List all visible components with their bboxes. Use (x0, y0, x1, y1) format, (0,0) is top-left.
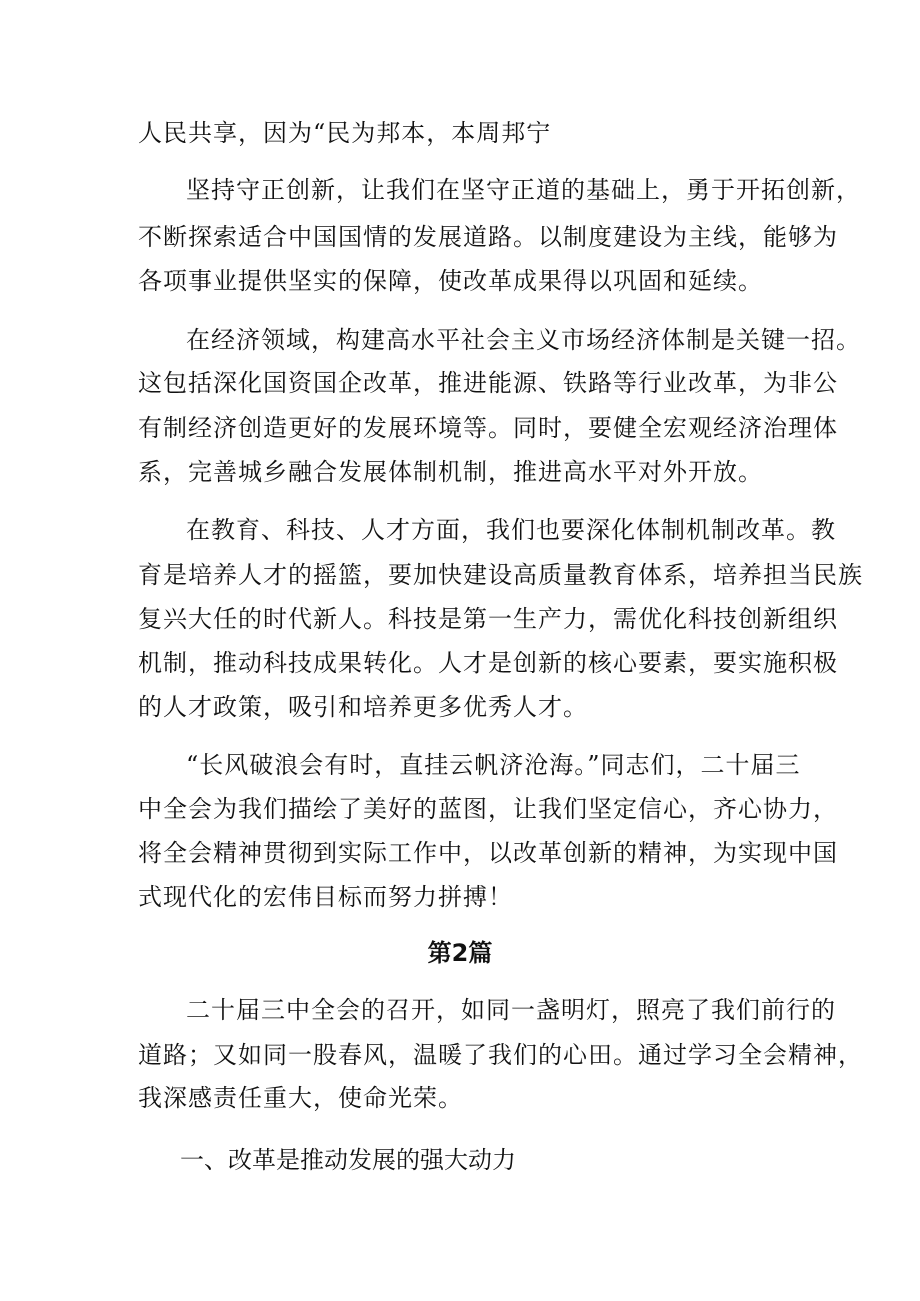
section-title: 第2篇 (427, 939, 493, 967)
text-line: 二十届三中全会的召开，如同一盏明灯，照亮了我们前行的 (186, 996, 836, 1024)
text-line: 人民共享，因为“民为邦本，本周邦宁 (138, 119, 552, 147)
text-line: “长风破浪会有时，直挂云帆济沧海。”同志们，二十届三 (186, 751, 801, 779)
text-line: 的人才政策，吸引和培养更多优秀人才。 (138, 693, 588, 721)
text-line: 在教育、科技、人才方面，我们也要深化体制机制改革。教 (186, 516, 836, 544)
text-line: 我深感责任重大，使命光荣。 (138, 1084, 463, 1112)
text-line: 在经济领域，构建高水平社会主义市场经济体制是关键一招。 (186, 326, 861, 354)
text-line: 有制经济创造更好的发展环境等。同时，要健全宏观经济治理体 (138, 414, 838, 442)
section-heading: 一、改革是推动发展的强大动力 (180, 1146, 516, 1174)
text-line: 道路；又如同一股春风，温暖了我们的心田。通过学习全会精神， (138, 1041, 863, 1069)
text-line: 这包括深化国资国企改革，推进能源、铁路等行业改革，为非公 (138, 369, 838, 397)
text-line: 将全会精神贯彻到实际工作中，以改革创新的精神，为实现中国 (138, 839, 838, 867)
text-line: 复兴大任的时代新人。科技是第一生产力，需优化科技创新组织 (138, 605, 838, 633)
text-line: 各项事业提供坚实的保障，使改革成果得以巩固和延续。 (138, 267, 763, 295)
text-line: 系，完善城乡融合发展体制机制，推进高水平对外开放。 (138, 458, 763, 486)
text-line: 中全会为我们描绘了美好的蓝图，让我们坚定信心，齐心协力， (138, 795, 838, 823)
text-line: 机制，推动科技成果转化。人才是创新的核心要素，要实施积极 (138, 649, 838, 677)
text-line: 育是培养人才的摇篮，要加快建设高质量教育体系，培养担当民族 (138, 561, 863, 589)
text-line: 不断探索适合中国国情的发展道路。以制度建设为主线，能够为 (138, 223, 838, 251)
text-line: 式现代化的宏伟目标而努力拼搏！ (138, 883, 513, 911)
text-line: 坚持守正创新，让我们在坚守正道的基础上，勇于开拓创新， (186, 176, 861, 204)
